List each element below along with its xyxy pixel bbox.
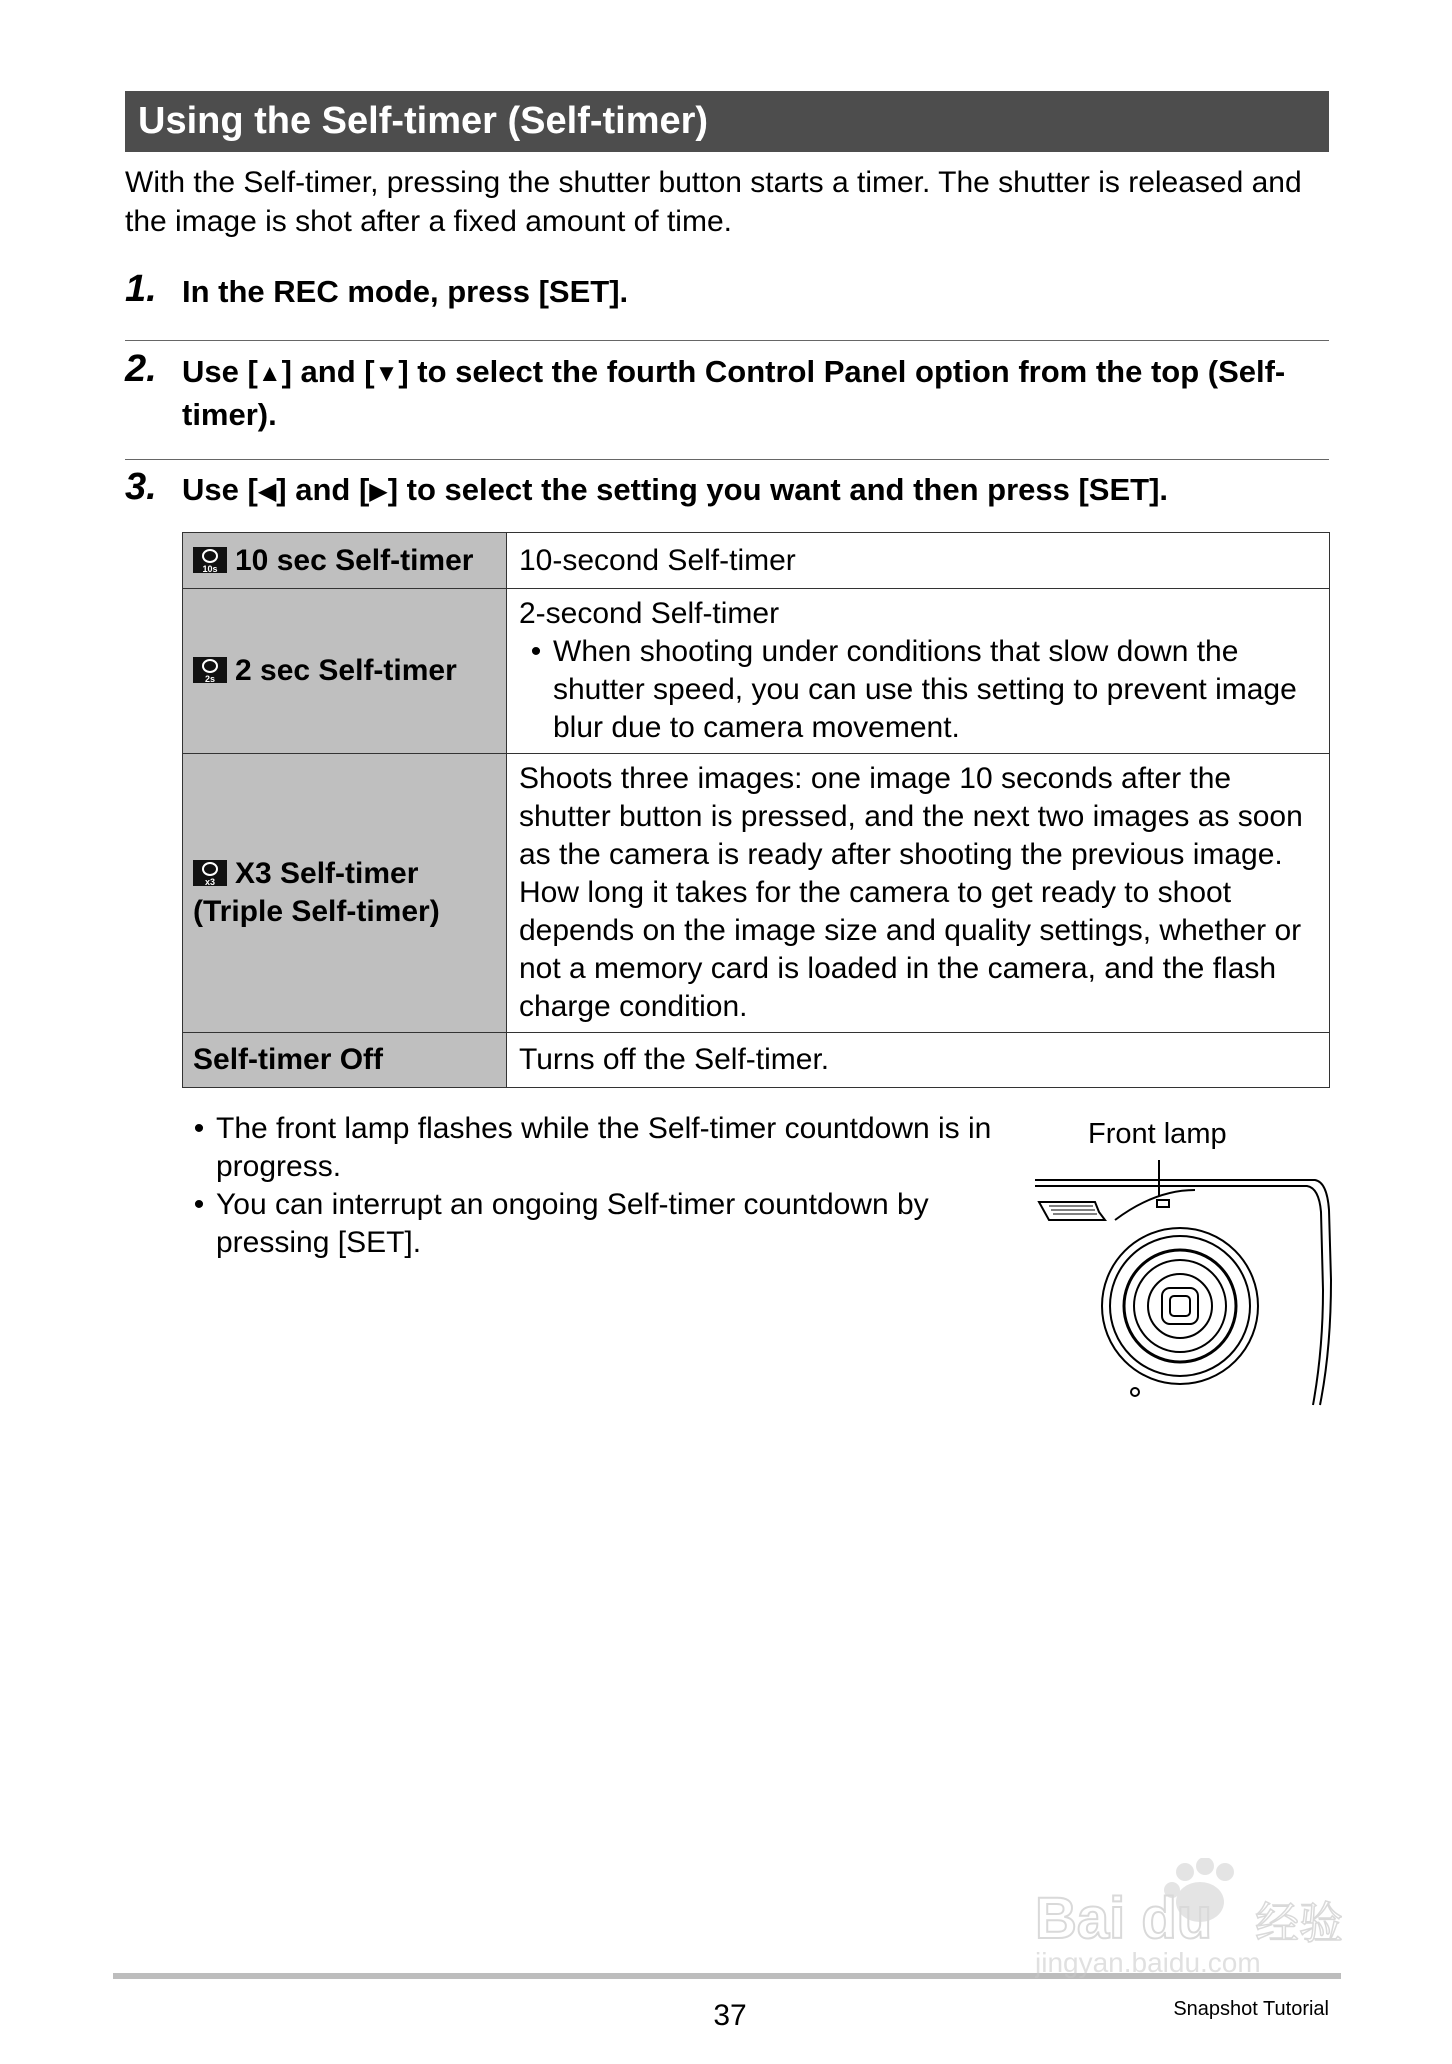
footer-section-name: Snapshot Tutorial (1173, 1998, 1329, 2020)
setting-label-cell (183, 533, 507, 589)
watermark-url: jingyan.baidu.com (1035, 1947, 1261, 1978)
step-3 (125, 466, 1335, 513)
step-1 (125, 268, 1335, 312)
step-number: 3. (125, 466, 157, 508)
self-timer-2s-icon: 2s (193, 657, 227, 683)
setting-label-cell (183, 754, 507, 1033)
table-row (183, 1033, 1330, 1088)
setting-label-cell (183, 589, 507, 754)
setting-label: 2 sec Self-timer (235, 654, 457, 687)
right-arrow-icon: ▶ (369, 478, 388, 505)
step-number: 1. (125, 268, 157, 310)
intro-paragraph: With the Self-timer, pressing the shutter button starts a timer. The shutter is released and the image is shot after a fixed amount of time. (125, 166, 1302, 238)
table-row (183, 754, 1330, 1033)
page-number: 37 (713, 1999, 747, 2032)
setting-description: Turns off the Self-timer. (507, 1033, 1330, 1088)
flash-window (1039, 1202, 1105, 1220)
description-bullet: • When shooting under conditions that slow down the shutter speed, you can use this setting to prevent image blur due to camera movement. (519, 633, 1317, 747)
bullet-icon: • (530, 635, 542, 668)
baidu-watermark-logo (1035, 1858, 1365, 1978)
front-lamp-label: Front lamp (1088, 1118, 1227, 1150)
section-title: Using the Self-timer (Self-timer) (138, 100, 709, 142)
watermark-brand: Bai du (1035, 1886, 1213, 1951)
bullet-icon: • (193, 1188, 205, 1221)
self-timer-x3-icon: x3 (193, 860, 227, 886)
setting-label-cell (183, 1033, 507, 1088)
setting-label: 10 sec Self-timer (235, 543, 474, 577)
down-arrow-icon: ▼ (374, 360, 399, 387)
table-row (183, 533, 1330, 589)
setting-label: X3 Self-timer (235, 857, 419, 890)
setting-description (507, 589, 1330, 754)
step-text: Use [◀] and [▶] to select the setting you want and then press [SET]. (182, 472, 1169, 507)
table-row (183, 589, 1330, 754)
list-item: • The front lamp flashes while the Self-timer countdown is in progress. (182, 1110, 1002, 1186)
setting-description: 10-second Self-timer (507, 533, 1330, 589)
list-item: • You can interrupt an ongoing Self-timer countdown by pressing [SET]. (182, 1186, 1002, 1262)
step-divider (125, 340, 1329, 341)
step-number: 2. (125, 348, 157, 390)
bullet-icon: • (193, 1112, 205, 1145)
self-timer-10s-icon: 10s (193, 547, 227, 573)
description-text: 2-second Self-timer (519, 597, 780, 630)
step-divider (125, 459, 1329, 460)
self-timer-settings-table (182, 532, 1330, 1088)
setting-label: Self-timer Off (193, 1043, 384, 1076)
left-arrow-icon: ◀ (257, 478, 277, 505)
watermark-cn: 经验 (1255, 1898, 1343, 1949)
section-title-bar (125, 91, 1329, 152)
setting-label-sub: (Triple Self-timer) (193, 895, 440, 928)
step-text: Use [▲] and [▼] to select the fourth Control Panel option from the top (Self-timer). (182, 354, 1286, 432)
notes-list (182, 1110, 1002, 1262)
setting-description: Shoots three images: one image 10 seconds after the shutter button is pressed, and the next two images as soon as the camera is ready after shooting the previous image. How long it takes for the camera to get ready to shoot depends on the image size and quality settings, whether or not a memory card is loaded in the camera, and the flash charge condition. (507, 754, 1330, 1033)
lens-icon (1148, 1274, 1212, 1338)
step-2 (125, 348, 1335, 435)
up-arrow-icon: ▲ (257, 360, 282, 387)
step-text: In the REC mode, press [SET]. (182, 274, 629, 309)
front-lamp-icon (1157, 1200, 1169, 1207)
camera-front-illustration (1035, 1160, 1335, 1410)
